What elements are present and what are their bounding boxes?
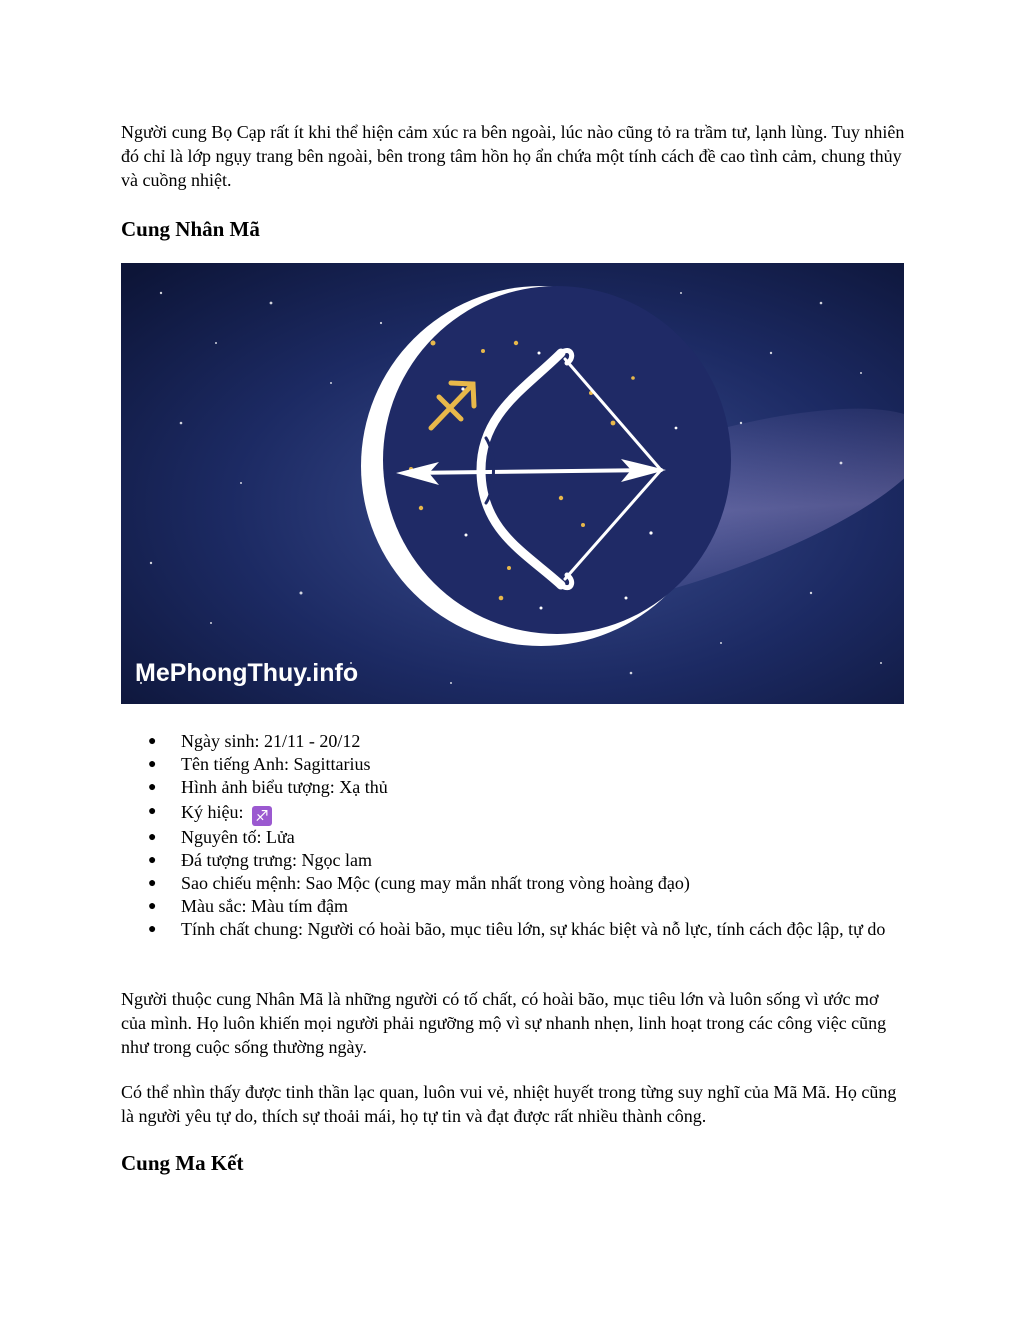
heading-cung-ma-ket: Cung Ma Kết	[121, 1151, 244, 1175]
body-paragraph-1: Người thuộc cung Nhân Mã là những người có tố chất, có hoài bão, mục tiêu lớn và luôn sống vì ước mơ của mình. Họ luôn khiến mọi người phải ngưỡng mộ vì sự nhanh nhẹn, linh hoạt trong các công việc cũng như trong cuộc sống thường ngày.	[121, 989, 887, 1057]
bullet-icon: ●	[148, 780, 157, 795]
list-item: ● Tính chất chung: Người có hoài bão, mục tiêu lớn, sự khác biệt và nỗ lực, tính cách độc lập, tự do	[148, 919, 886, 939]
bullet-icon: ●	[148, 876, 157, 891]
list-item: ● Ngày sinh: 21/11 - 20/12	[148, 731, 361, 751]
body-paragraph-2: Có thể nhìn thấy được tinh thần lạc quan, luôn vui vẻ, nhiệt huyết trong từng suy nghĩ của Mã Mã. Họ cũng là người yêu tự do, thích sự thoải mái, họ tự tin và đạt được rất nhiều thành công.	[121, 1082, 897, 1126]
sagittarius-facts-list	[121, 730, 906, 941]
bullet-icon: ●	[148, 899, 157, 914]
intro-paragraph: Người cung Bọ Cạp rất ít khi thể hiện cảm xúc ra bên ngoài, lúc nào cũng tỏ ra trầm tư, lạnh lùng. Tuy nhiên đó chỉ là lớp ngụy trang bên ngoài, bên trong tâm hồn họ ẩn chứa một tính cách đề cao tình cảm, chung thủy và cuồng nhiệt.	[121, 122, 905, 190]
bullet-icon: ●	[148, 830, 157, 845]
sagittarius-symbol-icon: ♐	[252, 806, 272, 826]
list-item: ● Đá tượng trưng: Ngọc lam	[148, 850, 372, 870]
bullet-icon: ●	[148, 757, 157, 772]
sagittarius-illustration	[121, 263, 904, 704]
heading-cung-nhan-ma: Cung Nhân Mã	[121, 217, 260, 241]
list-item: ● Sao chiếu mệnh: Sao Mộc (cung may mắn nhất trong vòng hoàng đạo)	[148, 873, 690, 893]
watermark-text: MePhongThuy.info	[135, 659, 359, 687]
list-item: ● Màu sắc: Màu tím đậm	[148, 896, 348, 916]
list-item: ● Ký hiệu: ♐	[121, 799, 906, 826]
list-item: ● Hình ảnh biểu tượng: Xạ thủ	[148, 777, 388, 797]
sagittarius-image	[121, 263, 904, 704]
list-item: ● Nguyên tố: Lửa	[148, 827, 295, 847]
bullet-icon: ●	[148, 853, 157, 868]
list-item: ● Tên tiếng Anh: Sagittarius	[148, 754, 371, 774]
bullet-icon: ●	[148, 922, 157, 937]
bullet-icon: ●	[148, 734, 157, 749]
bullet-icon: ●	[148, 804, 157, 819]
